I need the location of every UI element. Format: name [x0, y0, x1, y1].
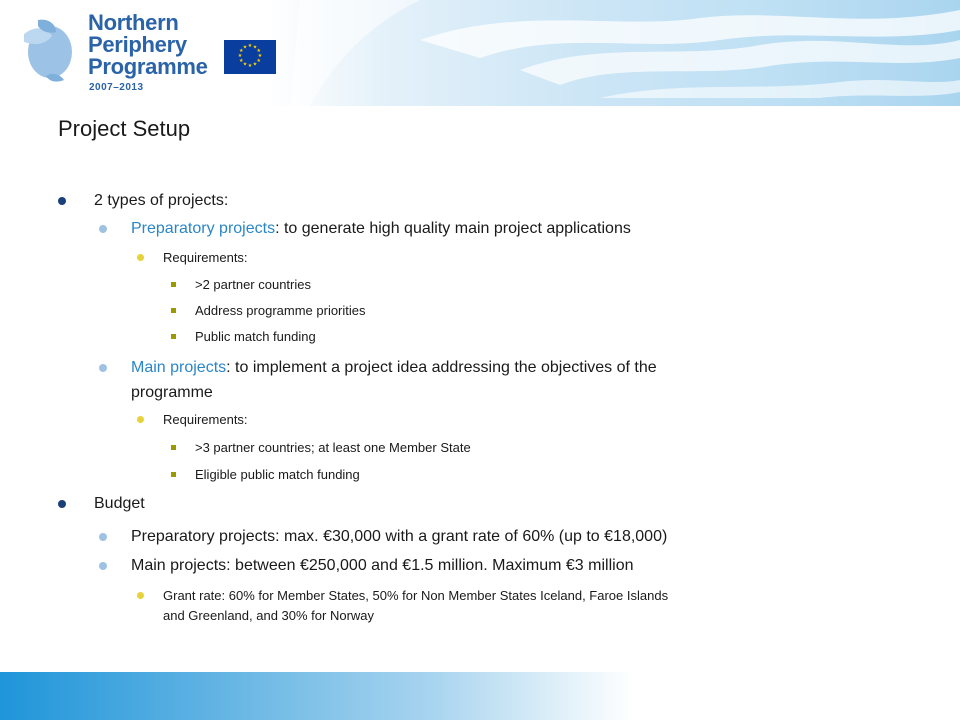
- svg-text:★: ★: [257, 53, 263, 59]
- bullet-text: >2 partner countries: [195, 277, 311, 292]
- bullet-text: Budget: [94, 495, 145, 512]
- dove-icon: [16, 14, 80, 84]
- list-item: [195, 467, 360, 482]
- bullet-text: programme: [131, 384, 213, 401]
- header-banner: [0, 0, 960, 106]
- bullet-text: Main projects: between €250,000 and €1.5 million. Maximum €3 million: [131, 557, 634, 574]
- bullet-budget-main: [131, 557, 633, 575]
- logo-wordmark: [88, 12, 208, 78]
- svg-text:★: ★: [256, 58, 261, 64]
- svg-text:★: ★: [247, 63, 253, 69]
- logo-years: 2007–2013: [89, 82, 144, 93]
- bullet-grant-rate-continued: [163, 608, 374, 623]
- bullet-marker: [171, 472, 176, 477]
- bullet-marker: [99, 225, 107, 233]
- bullet-text: Address programme priorities: [195, 303, 366, 318]
- bullet-budget: [94, 495, 145, 513]
- logo-line-1: Northern: [88, 10, 179, 35]
- svg-text:★: ★: [237, 53, 243, 59]
- bullet-marker: [171, 282, 176, 287]
- highlight-text: Preparatory projects: [131, 220, 276, 237]
- list-item: [195, 329, 316, 344]
- bullet-marker: [99, 533, 107, 541]
- bullet-marker: [171, 445, 176, 450]
- svg-text:★: ★: [239, 48, 244, 54]
- bullet-text: Requirements:: [163, 412, 248, 427]
- footer-bar: [0, 672, 960, 720]
- svg-text:★: ★: [252, 61, 258, 68]
- bullet-main-requirements: [163, 412, 248, 427]
- bullet-text: Requirements:: [163, 250, 248, 265]
- bullet-text: : to implement a project idea addressing the objectives of the: [226, 359, 657, 376]
- bullet-preparatory-projects: [131, 220, 631, 238]
- bullet-text: Grant rate: 60% for Member States, 50% for Non Member States Iceland, Faroe Islands: [163, 588, 669, 603]
- bullet-budget-preparatory: [131, 528, 667, 546]
- bullet-text: 2 types of projects:: [94, 192, 229, 209]
- bullet-marker: [137, 254, 144, 261]
- bullet-main-projects: [131, 359, 657, 377]
- bullet-text: Public match funding: [195, 329, 316, 344]
- list-item: [195, 440, 471, 455]
- svg-text:★: ★: [252, 44, 258, 51]
- highlight-text: Main projects: [131, 359, 227, 376]
- bullet-marker: [171, 308, 176, 313]
- bullet-marker: [99, 562, 107, 570]
- list-item: [195, 303, 366, 318]
- bullet-text: >3 partner countries; at least one Member State: [195, 440, 471, 455]
- bullet-marker: [99, 364, 107, 372]
- logo-line-3: Programme: [88, 54, 208, 79]
- bullet-text: : to generate high quality main project applications: [275, 220, 631, 237]
- bullet-text: and Greenland, and 30% for Norway: [163, 608, 375, 623]
- bullet-marker: [171, 334, 176, 339]
- list-item: [195, 277, 311, 292]
- bullet-text: Preparatory projects: max. €30,000 with a grant rate of 60% (up to €18,000): [131, 528, 668, 545]
- bullet-grant-rate: [163, 588, 668, 603]
- bullet-text: Eligible public match funding: [195, 467, 360, 482]
- eu-flag-icon: [224, 40, 276, 74]
- bullet-marker: [58, 500, 66, 508]
- bullet-marker: [137, 592, 144, 599]
- svg-text:★: ★: [242, 61, 248, 68]
- logo-line-2: Periphery: [88, 32, 187, 57]
- bullet-marker: [137, 416, 144, 423]
- svg-text:★: ★: [256, 48, 261, 54]
- svg-text:★: ★: [242, 44, 248, 51]
- bullet-main-projects-continued: [131, 384, 213, 402]
- bullet-marker: [58, 197, 66, 205]
- svg-text:★: ★: [247, 43, 253, 49]
- bullet-project-types: [94, 192, 228, 210]
- bullet-prep-requirements: [163, 250, 248, 265]
- slide-title: Project Setup: [58, 116, 191, 141]
- svg-text:★: ★: [239, 58, 244, 64]
